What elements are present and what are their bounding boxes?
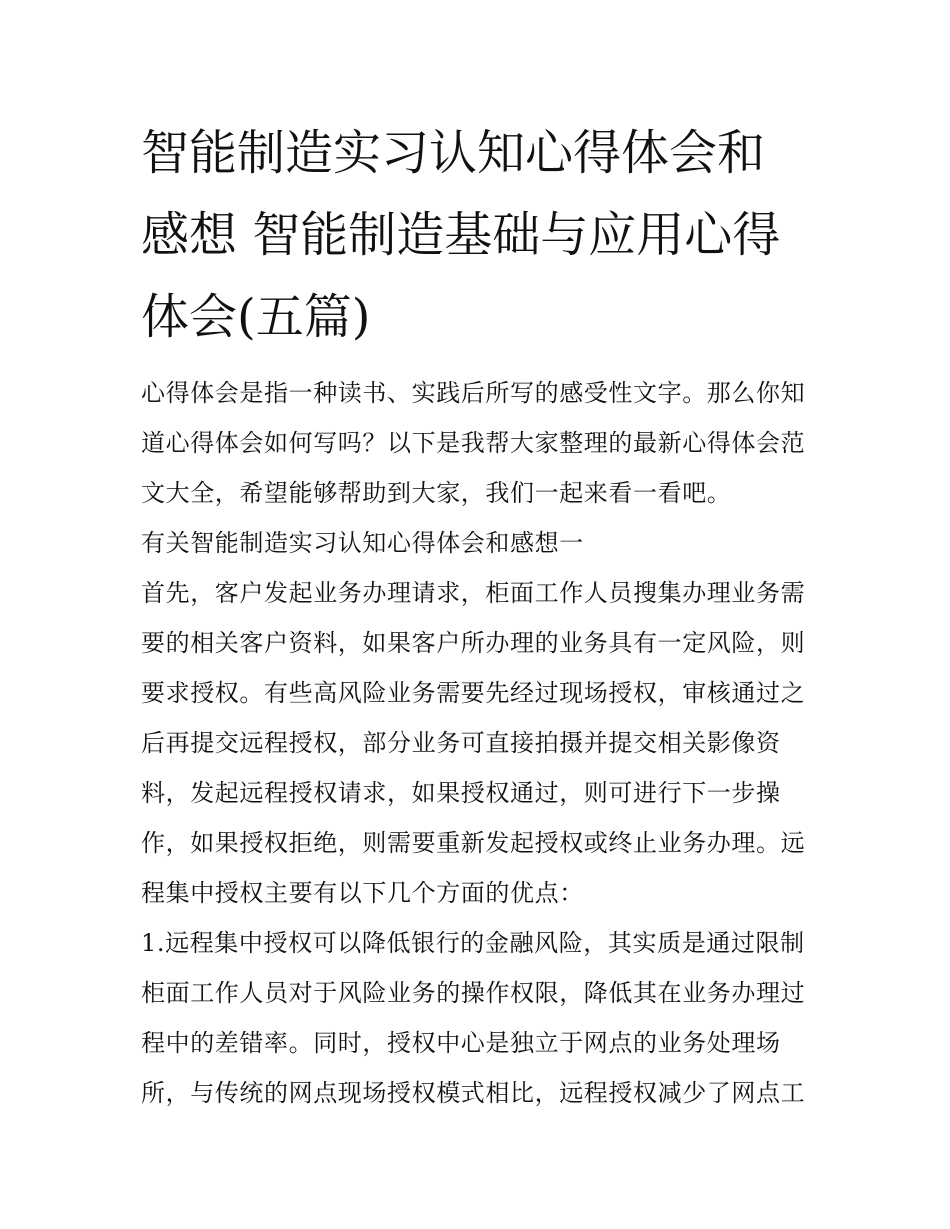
text-line: 程集中授权主要有以下几个方面的优点： — [141, 879, 584, 907]
body-paragraph-2 — [141, 918, 821, 1118]
text-line: 心得体会是指一种读书、实践后所写的感受性文字。那么你知 — [141, 379, 806, 407]
text-line: 要的相关客户资料，如果客户所办理的业务具有一定风险，则 — [141, 629, 806, 657]
text-line: 程中的差错率。同时，授权中心是独立于网点的业务处理场 — [141, 1029, 781, 1057]
text-line: 所，与传统的网点现场授权模式相比，远程授权减少了网点工 — [141, 1079, 806, 1107]
body-paragraph-1 — [141, 568, 821, 918]
title-line: 智能制造实习认知心得体会和 — [141, 125, 766, 181]
document-title — [141, 112, 821, 358]
text-line: 文大全，希望能够帮助到大家，我们一起来看一看吧。 — [141, 479, 732, 507]
text-line: 要求授权。有些高风险业务需要先经过现场授权，审核通过之 — [141, 679, 806, 707]
text-line: 后再提交远程授权，部分业务可直接拍摄并提交相关影像资 — [141, 729, 781, 757]
text-line: 柜面工作人员对于风险业务的操作权限，降低其在业务办理过 — [141, 979, 806, 1007]
text-line: 道心得体会如何写吗？以下是我帮大家整理的最新心得体会范 — [141, 429, 806, 457]
title-line: 体会(五篇) — [141, 289, 371, 345]
title-line: 感想 智能制造基础与应用心得 — [141, 207, 781, 263]
text-line: 料，发起远程授权请求，如果授权通过，则可进行下一步操 — [141, 779, 781, 807]
section-heading — [141, 518, 821, 568]
text-line: 1.远程集中授权可以降低银行的金融风险，其实质是通过限制 — [141, 929, 805, 957]
intro-paragraph — [141, 368, 821, 518]
text-line: 作，如果授权拒绝，则需要重新发起授权或终止业务办理。远 — [141, 829, 806, 857]
text-line: 有关智能制造实习认知心得体会和感想一 — [141, 529, 584, 557]
document-page — [141, 112, 821, 1118]
text-line: 首先，客户发起业务办理请求，柜面工作人员搜集办理业务需 — [141, 579, 806, 607]
